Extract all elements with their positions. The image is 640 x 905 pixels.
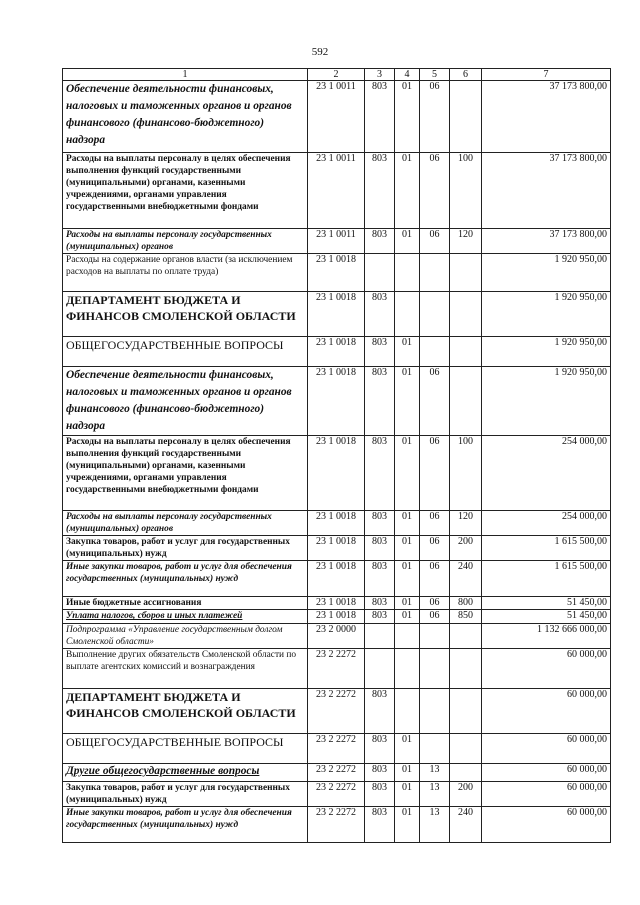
row-name: Закупка товаров, работ и услуг для государственных (муниципальных) нужд [63,536,308,561]
row-target-code: 23 2 2272 [308,807,365,843]
table-row [63,254,611,292]
row-section-code: 01 [395,536,420,561]
row-subsection-code: 06 [420,367,450,436]
table-row [63,81,611,153]
row-expense-type-code: 120 [450,511,482,536]
row-amount: 51 450,00 [482,597,611,610]
row-target-code: 23 1 0018 [308,597,365,610]
row-section-code: 01 [395,367,420,436]
row-amount: 60 000,00 [482,807,611,843]
row-target-code: 23 1 0018 [308,536,365,561]
row-department-code: 803 [365,561,395,597]
row-expense-type-code: 200 [450,782,482,807]
row-subsection-code: 06 [420,610,450,624]
row-target-code: 23 1 0018 [308,436,365,511]
table-row [63,764,611,782]
table-row [63,229,611,254]
row-amount: 60 000,00 [482,649,611,689]
row-department-code: 803 [365,292,395,337]
row-expense-type-code: 100 [450,153,482,229]
row-subsection-code: 06 [420,153,450,229]
row-amount: 60 000,00 [482,689,611,734]
table-row [63,734,611,764]
row-expense-type-code [450,254,482,292]
row-section-code: 01 [395,734,420,764]
row-expense-type-code [450,689,482,734]
row-expense-type-code [450,292,482,337]
row-target-code: 23 1 0011 [308,153,365,229]
row-target-code: 23 2 0000 [308,624,365,649]
row-subsection-code [420,337,450,367]
row-name: ОБЩЕГОСУДАРСТВЕННЫЕ ВОПРОСЫ [63,337,308,367]
row-subsection-code: 06 [420,81,450,153]
row-section-code: 01 [395,511,420,536]
row-name: ОБЩЕГОСУДАРСТВЕННЫЕ ВОПРОСЫ [63,734,308,764]
table-row [63,597,611,610]
row-expense-type-code: 800 [450,597,482,610]
row-amount: 1 920 950,00 [482,337,611,367]
table-row [63,624,611,649]
row-name: ДЕПАРТАМЕНТ БЮДЖЕТА И ФИНАНСОВ СМОЛЕНСКОЙ ОБЛАСТИ [63,689,308,734]
row-section-code [395,649,420,689]
row-expense-type-code: 240 [450,807,482,843]
row-section-code: 01 [395,436,420,511]
row-department-code: 803 [365,610,395,624]
row-expense-type-code [450,367,482,436]
row-name: Подпрограмма «Управление государственным долгом Смоленской области» [63,624,308,649]
row-subsection-code: 13 [420,807,450,843]
row-amount: 60 000,00 [482,764,611,782]
row-subsection-code [420,689,450,734]
row-section-code: 01 [395,610,420,624]
row-subsection-code: 06 [420,561,450,597]
row-subsection-code [420,254,450,292]
row-amount: 1 920 950,00 [482,367,611,436]
table-row [63,153,611,229]
row-department-code: 803 [365,597,395,610]
row-name: ДЕПАРТАМЕНТ БЮДЖЕТА И ФИНАНСОВ СМОЛЕНСКОЙ ОБЛАСТИ [63,292,308,337]
row-amount: 254 000,00 [482,436,611,511]
row-department-code [365,254,395,292]
column-number-row [63,69,611,81]
row-name: Иные закупки товаров, работ и услуг для обеспечения государственных (муниципальных) нужд [63,807,308,843]
row-amount: 1 615 500,00 [482,561,611,597]
row-amount: 37 173 800,00 [482,153,611,229]
row-section-code [395,624,420,649]
row-section-code: 01 [395,764,420,782]
row-amount: 60 000,00 [482,782,611,807]
row-name: Расходы на выплаты персоналу в целях обеспечения выполнения функций государственными (муниципальными) органами, казенными учреждениями, органами управления государственными внебюджетными фондами [63,153,308,229]
row-target-code: 23 1 0011 [308,81,365,153]
row-expense-type-code [450,624,482,649]
table-row [63,367,611,436]
row-subsection-code: 06 [420,436,450,511]
row-subsection-code: 06 [420,597,450,610]
row-department-code: 803 [365,511,395,536]
row-expense-type-code: 200 [450,536,482,561]
row-department-code [365,624,395,649]
budget-table [62,68,611,843]
row-name: Обеспечение деятельности финансовых, налоговых и таможенных органов и органов финансового (финансово-бюджетного) надзора [63,367,308,436]
row-section-code: 01 [395,81,420,153]
row-target-code: 23 2 2272 [308,649,365,689]
table-row [63,782,611,807]
row-target-code: 23 1 0018 [308,254,365,292]
row-department-code: 803 [365,436,395,511]
row-section-code: 01 [395,597,420,610]
table-row [63,536,611,561]
column-header: 3 [365,69,395,81]
row-target-code: 23 1 0018 [308,561,365,597]
row-department-code: 803 [365,229,395,254]
row-amount: 60 000,00 [482,734,611,764]
table-row [63,511,611,536]
row-section-code: 01 [395,153,420,229]
column-header: 7 [482,69,611,81]
row-department-code: 803 [365,764,395,782]
row-section-code: 01 [395,807,420,843]
row-target-code: 23 2 2272 [308,764,365,782]
table-row [63,649,611,689]
row-name: Расходы на выплаты персоналу государственных (муниципальных) органов [63,511,308,536]
row-section-code: 01 [395,561,420,597]
row-target-code: 23 2 2272 [308,734,365,764]
row-department-code: 803 [365,81,395,153]
row-amount: 1 132 666 000,00 [482,624,611,649]
row-subsection-code: 13 [420,782,450,807]
column-header: 1 [63,69,308,81]
row-subsection-code: 13 [420,764,450,782]
row-department-code: 803 [365,734,395,764]
row-name: Обеспечение деятельности финансовых, налоговых и таможенных органов и органов финансового (финансово-бюджетного) надзора [63,81,308,153]
table-row [63,689,611,734]
row-section-code [395,689,420,734]
row-expense-type-code [450,337,482,367]
column-header: 5 [420,69,450,81]
row-expense-type-code: 120 [450,229,482,254]
row-department-code: 803 [365,536,395,561]
row-name: Выполнение других обязательств Смоленской области по выплате агентских комиссий и вознаграждения [63,649,308,689]
row-amount: 1 920 950,00 [482,292,611,337]
row-target-code: 23 1 0018 [308,367,365,436]
row-department-code: 803 [365,807,395,843]
row-name: Расходы на выплаты персоналу государственных (муниципальных) органов [63,229,308,254]
row-target-code: 23 1 0018 [308,610,365,624]
row-name: Расходы на выплаты персоналу в целях обеспечения выполнения функций государственными (муниципальными) органами, казенными учреждениями, органами управления государственными внебюджетными фондами [63,436,308,511]
row-name: Расходы на содержание органов власти (за исключением расходов на выплаты по оплате труда) [63,254,308,292]
row-subsection-code [420,649,450,689]
column-header: 4 [395,69,420,81]
row-amount: 1 920 950,00 [482,254,611,292]
row-subsection-code [420,292,450,337]
row-department-code: 803 [365,367,395,436]
row-expense-type-code [450,81,482,153]
row-name: Иные закупки товаров, работ и услуг для обеспечения государственных (муниципальных) нужд [63,561,308,597]
row-subsection-code [420,734,450,764]
row-section-code: 01 [395,229,420,254]
row-department-code [365,649,395,689]
row-target-code: 23 1 0018 [308,292,365,337]
table-row [63,436,611,511]
table-row [63,337,611,367]
table-row [63,807,611,843]
row-amount: 254 000,00 [482,511,611,536]
row-expense-type-code [450,764,482,782]
row-amount: 1 615 500,00 [482,536,611,561]
row-expense-type-code: 100 [450,436,482,511]
column-header: 2 [308,69,365,81]
row-department-code: 803 [365,689,395,734]
row-name: Уплата налогов, сборов и иных платежей [63,610,308,624]
row-amount: 37 173 800,00 [482,81,611,153]
table-row [63,561,611,597]
table-row [63,610,611,624]
row-target-code: 23 1 0011 [308,229,365,254]
row-department-code: 803 [365,337,395,367]
row-name: Иные бюджетные ассигнования [63,597,308,610]
row-target-code: 23 2 2272 [308,782,365,807]
row-expense-type-code [450,649,482,689]
row-subsection-code: 06 [420,536,450,561]
table-row [63,292,611,337]
row-name: Закупка товаров, работ и услуг для государственных (муниципальных) нужд [63,782,308,807]
row-amount: 37 173 800,00 [482,229,611,254]
row-subsection-code: 06 [420,511,450,536]
row-expense-type-code [450,734,482,764]
page-number: 592 [311,46,329,58]
row-expense-type-code: 240 [450,561,482,597]
row-target-code: 23 1 0018 [308,337,365,367]
row-section-code: 01 [395,782,420,807]
row-subsection-code [420,624,450,649]
column-header: 6 [450,69,482,81]
row-amount: 51 450,00 [482,610,611,624]
row-department-code: 803 [365,153,395,229]
row-department-code: 803 [365,782,395,807]
row-target-code: 23 2 2272 [308,689,365,734]
row-expense-type-code: 850 [450,610,482,624]
row-section-code [395,254,420,292]
row-target-code: 23 1 0018 [308,511,365,536]
row-subsection-code: 06 [420,229,450,254]
row-name: Другие общегосударственные вопросы [63,764,308,782]
row-section-code: 01 [395,337,420,367]
row-section-code [395,292,420,337]
